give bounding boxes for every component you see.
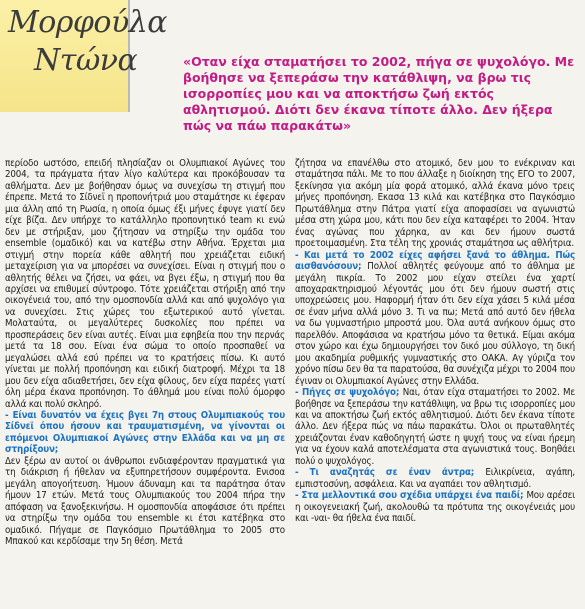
interview-question: - Τι αναζητάς σε έναν άντρα; [295,467,486,479]
name-first: Μορφούλα [8,5,167,40]
answer-text: Πολλοί αθλητές φεύγουμε από το άθλημα με μεγάλη πικρία. Το 2002 μου είχαν στείλει ένα χαρτί αποχαρακτηρισμού λέγοντάς μου ότι δεν ήμουν σωστή στις υποχρεώσεις μου. Ηαφορμή ήταν ότι δεν είχα χάσει 5 κιλά μέσα σε έναν μήνα αλλά μόνο 3. Τι να πω; Μετά από αυτό δεν ήθελα να δω γυμναστήριο μπροστά μου. Όλα αυτά ανήκουν όμως στο παρελθόν. Αποφάσισα να κρατήσω μόνο τα θετικά. Είμαι ακόμα στον χώρο και έχω δημιουργήσει τον δικό μου σύλλογο, τη δική μου ακαδημία ρυθμικής γυμναστικής στο ΟΑΚΑ. Αγ γύριζα τον χρόνο πίσω δεν θα τα παρατούσα, θα συνέχιζα μέχρι το 2004 που έγιναν οι Ολυμπιακοί Αγώνες στην Ελλάδα. [295,261,575,387]
pull-quote: «Οταν είχα σταματήσει το 2002, πήγα σε ψυχολόγο. Με βοήθησε να ξεπεράσω την κατάθλιψη, να βρω τις ισορροπίες μου και να αποκτήσω ζωή εκτός αθλητισμού. Διότι δεν έκανα τίποτε άλλο. Δεν ήξερα πώς να πάω παρακάτω» [183,54,575,133]
answer-paragraph [295,387,575,467]
answer-paragraph [295,467,575,490]
left-column [5,158,285,598]
answer-paragraph [295,250,575,387]
paragraph: ζήτησα να επανέλθω στο ατομικό, δεν μου το ενέκριναν και σταμάτησα πάλι. Με το που άλλαξε η διοίκηση της ΕΓΟ το 2007, ξεκίνησα για ακόμη μία φορά ατομικό, αλλά έκανα μόνο τρεις μήνες προπόνηση. Εκασα 13 κιλά και κατέβηκα στο Παγκόσμιο Πρωτάθλημα στην Πάτρα γιατί είχα αποφασίσει να αγωνιστώ μέσα στη χώρα μου, κάτι που δεν είχα καταφέρει το 2004. Ήταν ένας αγώνας που χάρηκα, αν και δεν ήμουν σωστά προετοιμασμένη. Στα τέλη της χρονιάς σταμάτησα ως αθλήτρια. [295,158,575,250]
interview-question: - Και μετά το 2002 είχες αφήσει ξανά το άθλημα. Πώς αισθανόσουν; [295,249,575,273]
paragraph: Δεν ξέρω αν αυτοί οι άνθρωποι ενδιαφέρονταν πραγματικά για τη διάκριση ή ήθελαν να εξυπηρετήσουν συμφέροντα. Ενισοα μεγάλη απογοήτευση. Ήμουν άδυναμη και τα παράτησα όταν ήμουν 17 ετών. Μετά τους Ολυμπιακούς του 2004 πήρα την απόφαση να ξανοξεκινήσω. Η ομοσπονδία αποφάσισε ότι πρέπει να στηρίξω την ομάδα του ensemble κι έτσι κατέβηκα στο ομαδικό. Πήγαμε σε Παγκόσμιο Πρωτάθλημα το 2005 στο Μπακού και κερδίσαμε την 5η θέση. Μετά [5,455,285,547]
right-column [295,158,575,598]
interview-question: - Στα μελλοντικά σου σχέδια υπάρχει ένα παιδί; [295,490,527,502]
answer-paragraph [295,490,575,524]
name-last: Ντώνα [34,43,138,78]
interview-question: - Είναι δυνατόν να έχεις βγει 7η στους Ολυμπιακούς του Σίδνεϊ όπου ήσουν και τραυματισμένη, να γίνονται οι επόμενοι Ολυμπιακοί Αγώνες στην Ελλάδα και να μη σε στηρίξουν; [5,409,285,456]
paragraph: περίοδο ωστόσο, επειδή πλησίαζαν οι Ολυμπιακοί Αγώνες του 2004, τα πράγματα ήταν λίγο καλύτερα και προκόβουσαν τα αθλήματα. Δεν με βοήθησαν όμως να συνεχίσω τη στιγμή που έπρεπε. Μετά το Σίδνεϊ η προπονήτριά μου σταμάτησε κι έφεραν μια άλλη από τη Ρωσία, η οποία όμως έξι μήνες έφυγε γιατί δεν είχε βίζα. Δεν υπήρχε το κατάλληλο προπονητικό team κι ενώ δεν με στήριξαν, μου ζήτησαν να στηρίξω την ομάδα του ensemble (ομαδικό) και να κατέβω στην Αθήνα. Έρχεται μια στιγμή στην πορεία κάθε αθλητή που χρειάζεται ειδική μεταχείριση για να μπορέσει να συνεχίσει. Είναι η στιγμή που ο αθλητής θέλει να ζήσει, να φάει, να βγει έξω, η στιγμή που θα αρχίσει να επιθυμεί σύντροφο. Τότε χρειάζεται στήριξη από την οικογένειά του, από την ομοσπονδία αλλά και από ψυχολόγο για να συνεχίσει. Στις χώρες του εξωτερικού αυτό γίνεται. Μολαταύτα, οι μεγαλύτερες δυσκολίες που πρέπει να προσπεράσεις δεν είναι αυτές. Είναι μια εφηβεία που την περνάς μετά τα 18 σου. Είναι ένα σώμα το οποίο προσπαθεί να μεγαλώσει αλλά εσύ πρέπει να το κρατήσεις πίσω. Κι αυτό γίνεται με πολλή προπόνηση και ειδική διατροφή. Μέχρι τα 18 μου δεν είχα αδιαθετήσει, δεν είχα φίλους, δεν είχα παρέες γιατί όλη μέρα έκανα προπόνηση. Το άθλημά μου είναι πολύ όμορφο αλλά και πολύ σκληρό. [5,158,285,410]
answer-text: Μου αρέσει η οικογενειακή ζωή, ακολουθώ τα πρότυπα της οικογένειάς μου και -ναι- θα ήθελα ένα παιδί. [295,490,575,525]
answer-text: Ειλικρίνεια, αγάπη, εμπιστοσύνη, ασφάλεια. Και να αγαπάει τον αθλητισμό. [295,467,575,490]
interview-question: - Πήγες σε ψυχολόγο; [295,387,403,399]
answer-text: Ναι, όταν είχα σταματήσει το 2002. Με βοήθησε να ξεπεράσω την κατάθλιψη, να βρω τις ισορροπίες μου και να αποκτήσω ζωή εκτός αθλητισμού. Διότι δεν έκανα τίποτε άλλο. Δεν ήξερα πώς να πάω παρακάτω. Όλοι οι πρωταθλητές χρειάζονται έναν καθοδηγητή ώστε η ψυχή τους να είναι ήρεμη για να έχουν καλά αποτελέσματα στα αγωνιστικά τους. Βοηθάει πολύ ο ψυχολόγος. [295,387,575,467]
name-box [0,0,167,112]
